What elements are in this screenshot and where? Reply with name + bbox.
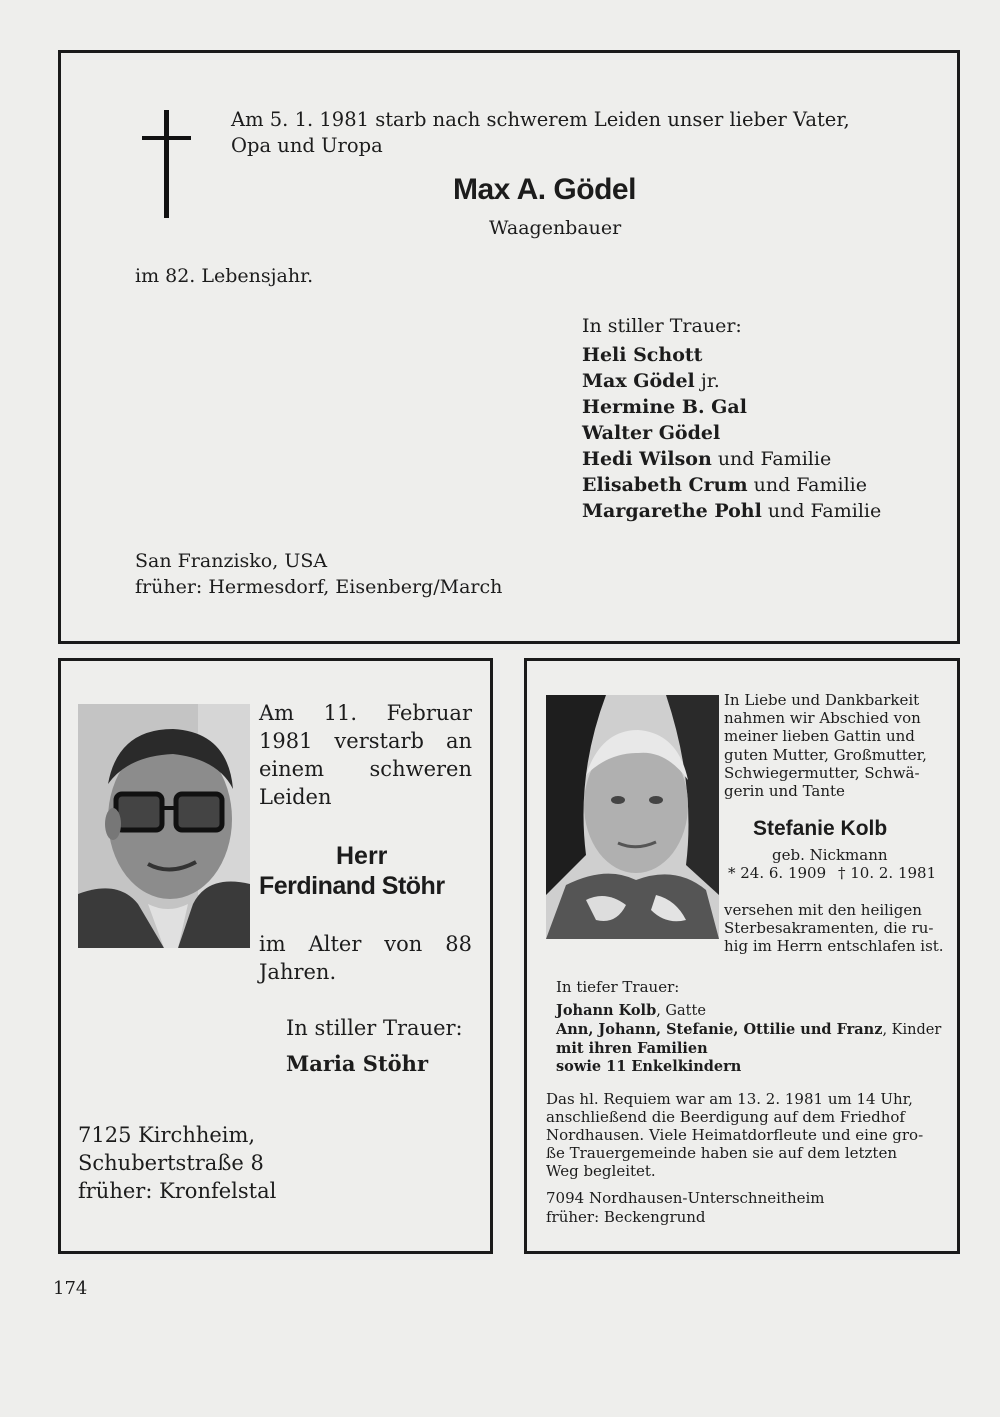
mourner: sowie 11 Enkelkindern xyxy=(556,1058,742,1075)
obituary-stefanie-kolb xyxy=(524,658,960,1254)
portrait-photo-man xyxy=(78,704,250,948)
intro-text: In Liebe und Dankbarkeit nahmen wir Abschied von meiner lieben Gattin und guten Mutter, Großmutter, Schwiegermutter, Schwä- gerin und Tante xyxy=(724,691,927,801)
deceased-title: Herr xyxy=(336,842,388,870)
requiem-text: Das hl. Requiem war am 13. 2. 1981 um 14 Uhr, anschließend die Beerdigung auf dem Friedhof Nordhausen. Viele Heimatdorfleute und eine gro- ße Trauergemeinde haben sie auf dem letzten Weg begleitet. xyxy=(546,1090,924,1180)
mourner: mit ihren Familien xyxy=(556,1040,708,1057)
mourning-heading: In tiefer Trauer: xyxy=(556,978,680,996)
intro-line: Opa und Uropa xyxy=(231,134,383,157)
sacrament-text: versehen mit den heiligen Sterbesakramenten, die ru- hig im Herrn entschlafen ist. xyxy=(724,901,944,955)
obituary-max-goedel xyxy=(58,50,960,644)
former-location: früher: Beckengrund xyxy=(546,1208,706,1226)
intro-line: Am 5. 1. 1981 starb nach schwerem Leiden unser lieber Vater, xyxy=(231,108,850,131)
intro-text: Am 11. Februar 1981 verstarb an einem schweren xyxy=(259,701,472,781)
mourner: Walter Gödel xyxy=(582,422,721,444)
deceased-name: Ferdinand Stöhr xyxy=(259,872,445,900)
birth-date: * 24. 6. 1909 xyxy=(728,864,827,882)
intro-text-end: Leiden xyxy=(259,785,332,809)
mourner: Margarethe Pohl und Familie xyxy=(582,500,882,522)
obituary-ferdinand-stoehr xyxy=(58,658,493,1254)
mourner: Elisabeth Crum und Familie xyxy=(582,474,867,496)
age-text: im 82. Lebensjahr. xyxy=(135,265,314,287)
portrait-photo-woman xyxy=(546,695,719,939)
deceased-name: Max A. Gödel xyxy=(453,173,636,206)
address-line: 7094 Nordhausen-Unterschneitheim xyxy=(546,1189,825,1207)
portrait-photo xyxy=(78,704,250,948)
cross-icon xyxy=(164,110,169,218)
death-date: † 10. 2. 1981 xyxy=(838,864,937,882)
age-text-end: Jahren. xyxy=(259,960,337,984)
mourning-heading: In stiller Trauer: xyxy=(286,1016,463,1040)
maiden-name: geb. Nickmann xyxy=(772,846,888,864)
mourner: Hermine B. Gal xyxy=(582,396,747,418)
mourner: Max Gödel jr. xyxy=(582,370,720,392)
location: San Franzisko, USA xyxy=(135,550,328,572)
portrait-photo xyxy=(546,695,719,939)
mourner: Maria Stöhr xyxy=(286,1051,429,1076)
mourning-heading: In stiller Trauer: xyxy=(582,315,742,337)
former-location: früher: Kronfelstal xyxy=(78,1179,277,1203)
occupation: Waagenbauer xyxy=(489,217,622,239)
page-number: 174 xyxy=(53,1278,88,1299)
mourner: Johann Kolb, Gatte xyxy=(556,1002,706,1019)
cross-icon-bar xyxy=(142,136,191,140)
address-line: Schubertstraße 8 xyxy=(78,1151,264,1175)
deceased-name: Stefanie Kolb xyxy=(753,817,888,840)
former-location: früher: Hermesdorf, Eisenberg/March xyxy=(135,576,503,598)
age-text: im Alter von 88 xyxy=(259,932,472,956)
address-line: 7125 Kirchheim, xyxy=(78,1123,256,1147)
mourner-list xyxy=(582,342,881,524)
mourner: Hedi Wilson und Familie xyxy=(582,448,832,470)
mourner: Ann, Johann, Stefanie, Ottilie und Franz, Kinder xyxy=(556,1021,942,1038)
mourner: Heli Schott xyxy=(582,344,703,366)
